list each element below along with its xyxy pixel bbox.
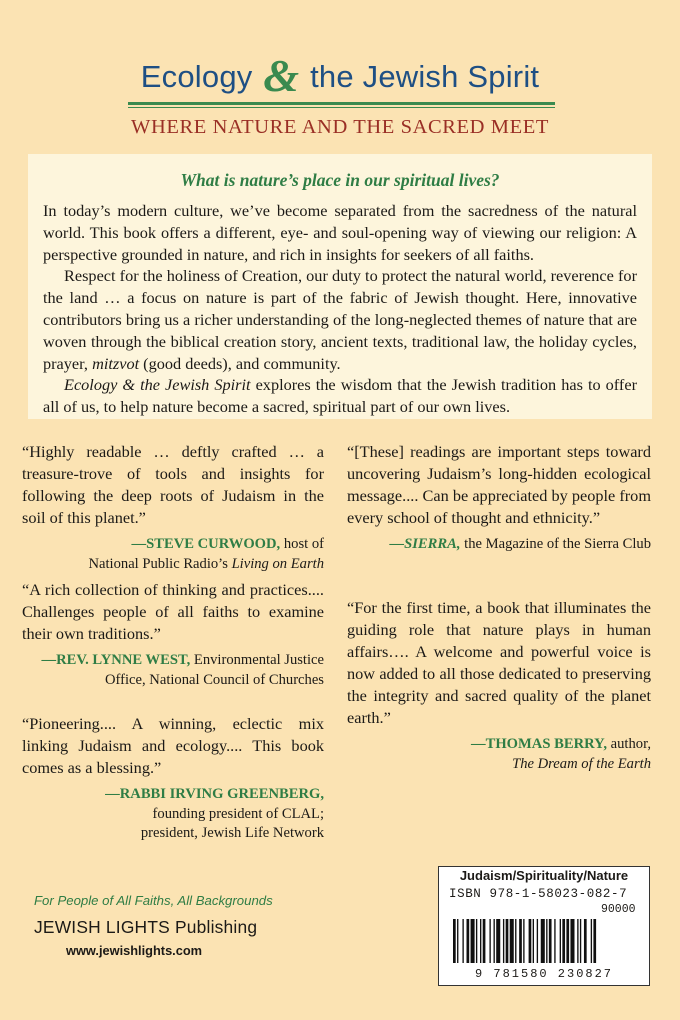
endorsement-west xyxy=(22,579,324,690)
quote-attribution xyxy=(22,535,324,574)
quote-author: —REV. LYNNE WEST, xyxy=(41,652,191,668)
description-paragraph-1: In today’s modern culture, we’ve become separated from the sacredness of the natural world. This book offers a different, eye- and soul-opening way of viewing our religion: A perspective grounded in nature, and rich in insights for seekers of all faiths. xyxy=(43,201,637,264)
quote-attribution xyxy=(347,735,651,774)
barcode-bar xyxy=(560,919,561,963)
title-ampersand: & xyxy=(263,50,300,101)
barcode-bar xyxy=(494,919,495,963)
barcode-bar xyxy=(566,919,569,963)
barcode-bar xyxy=(483,919,486,963)
barcode-bar xyxy=(496,919,500,963)
description-paragraph-2 xyxy=(43,265,637,374)
description-paragraph-3 xyxy=(43,374,637,418)
barcode-bar xyxy=(577,919,578,963)
book-subtitle: WHERE NATURE AND THE SACRED MEET xyxy=(131,116,549,138)
barcode-bar xyxy=(503,919,504,963)
quote-author: —SIERRA, xyxy=(389,536,461,552)
barcode-bar xyxy=(549,919,552,963)
title-rule-thin xyxy=(128,107,555,108)
publisher-tagline: For People of All Faiths, All Backgrounds xyxy=(34,893,273,908)
description-question: What is nature’s place in our spiritual lives? xyxy=(180,170,500,190)
barcode-bar xyxy=(519,919,522,963)
bisac-category: Judaism/Spirituality/Nature xyxy=(459,868,629,883)
barcode-bar xyxy=(515,919,516,963)
description-panel xyxy=(28,154,652,419)
quote-role-2: National Public Radio’s xyxy=(88,555,232,572)
barcode-bar xyxy=(462,919,463,963)
paragraph-2-text: Respect for the holiness of Creation, our duty to protect the natural world, reverence for the land … a focus on nature is part of the fabric of Jewish thought. Here, innovative contributors bring us a richer understanding of the long-neglected themes of nature that are woven through the biblical creation story, ancient texts, traditional law, the holiday cycles, prayer, xyxy=(43,266,637,373)
title-left: Ecology xyxy=(140,59,253,94)
paragraph-2-end: (good deeds), and community. xyxy=(139,353,341,373)
quote-role: author, xyxy=(607,736,651,752)
paragraph-2-term: mitzvot xyxy=(92,353,140,373)
quote-text: “A rich collection of thinking and practices.... Challenges people of all faiths to examine their own traditions.” xyxy=(22,580,324,643)
quote-role: founding president of CLAL; xyxy=(152,805,324,822)
quote-author: —RABBI IRVING GREENBERG, xyxy=(105,786,324,802)
barcode-bar xyxy=(591,919,592,963)
barcode-bar xyxy=(546,919,547,963)
barcode-bar xyxy=(510,919,514,963)
description-body xyxy=(43,200,637,418)
barcode-bar xyxy=(584,919,587,963)
title-rule-thick xyxy=(128,102,555,105)
paragraph-3-text: explores the wisdom that the Jewish tradition has to offer all of us, to help nature become a sacred, spiritual part of our own lives. xyxy=(43,375,637,417)
quote-role: Environmental Justice xyxy=(190,652,324,668)
quote-attribution xyxy=(347,535,651,555)
barcode-bar xyxy=(580,919,581,963)
barcode-bar xyxy=(529,919,532,963)
barcode-bar xyxy=(554,919,555,963)
endorsement-berry xyxy=(347,597,651,774)
barcode-bar xyxy=(523,919,524,963)
quote-role: host of xyxy=(280,536,324,552)
title-right: the Jewish Spirit xyxy=(310,59,540,94)
quote-role: the Magazine of the Sierra Club xyxy=(460,536,651,552)
barcode-bar xyxy=(537,919,538,963)
quote-role-2: Office, National Council of Churches xyxy=(105,671,324,688)
quote-author: —THOMAS BERRY, xyxy=(471,736,607,752)
quote-book-title: The Dream of the Earth xyxy=(512,755,651,772)
quote-program: Living on Earth xyxy=(231,555,324,572)
barcode-bar xyxy=(562,919,565,963)
barcode-bar xyxy=(570,919,574,963)
barcode-bar xyxy=(471,919,475,963)
publisher-name: JEWISH LIGHTS Publishing xyxy=(34,917,258,937)
price-code: 90000 xyxy=(601,903,636,916)
barcode-bar xyxy=(480,919,481,963)
barcode-panel xyxy=(438,866,650,986)
barcode-bar xyxy=(541,919,545,963)
quote-text: “Pioneering.... A winning, eclectic mix linking Judaism and ecology.... This book comes as a blessing.” xyxy=(22,714,324,777)
paragraph-3-book-title: Ecology & the Jewish Spirit xyxy=(64,375,251,395)
isbn-label: ISBN 978-1-58023-082-7 xyxy=(449,887,628,901)
quote-author: —STEVE CURWOOD, xyxy=(131,536,281,552)
barcode-bars xyxy=(443,917,645,967)
barcode-bar xyxy=(506,919,509,963)
barcode-bar xyxy=(476,919,477,963)
publisher-website: www.jewishlights.com xyxy=(66,943,203,958)
barcode-bar xyxy=(457,919,458,963)
endorsement-sierra xyxy=(347,441,651,555)
quote-attribution xyxy=(22,651,324,690)
book-title xyxy=(0,50,680,101)
endorsement-greenberg xyxy=(22,713,324,844)
barcode-number: 9 781580 230827 xyxy=(474,967,614,981)
quote-text: “[These] readings are important steps toward uncovering Judaism’s long-hidden ecological message.... Can be appreciated by people from every school of thought and ethnicity.” xyxy=(347,442,651,527)
quote-text: “For the first time, a book that illuminates the guiding role that nature plays in human affairs…. A welcome and powerful voice is now added to all those dedicated to preserving the integrity and sacred quality of the planet earth.” xyxy=(347,598,651,727)
quote-role-2: president, Jewish Life Network xyxy=(140,825,324,841)
endorsement-curwood xyxy=(22,441,324,574)
quote-attribution xyxy=(22,785,324,844)
barcode-bar xyxy=(467,919,470,963)
barcode-bar xyxy=(489,919,490,963)
barcode-bar xyxy=(453,919,456,963)
quote-text: “Highly readable … deftly crafted … a treasure-trove of tools and insights for following the deep roots of Judaism in the soil of this planet.” xyxy=(22,442,324,527)
barcode-bar xyxy=(593,919,596,963)
barcode-bar xyxy=(533,919,534,963)
